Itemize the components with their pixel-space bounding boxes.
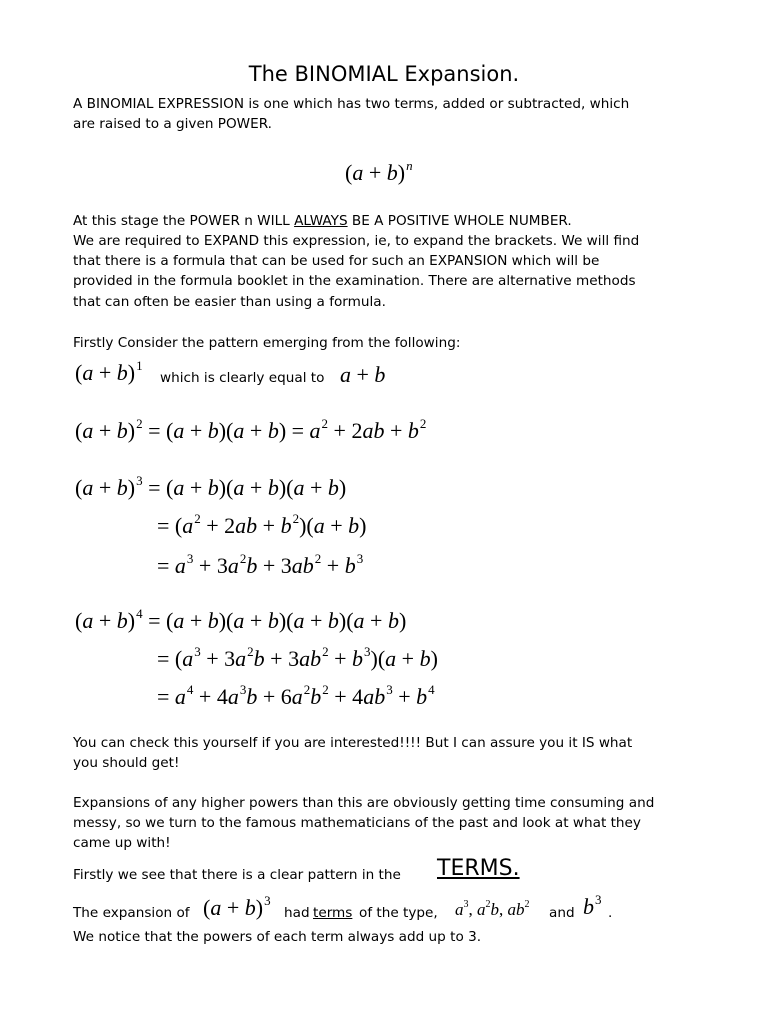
power-2-expansion: $(a + b)^2 = (a + b)(a + b) = a^2 + 2ab + b^2$: [75, 416, 427, 443]
higher-line-3: came up with!: [73, 835, 171, 851]
power-1-expression: $(a + b)^1$: [75, 358, 143, 385]
expansion-line-period: .: [608, 905, 613, 921]
power-4-line-2: = $(a^3 + 3a^2b + 3ab^2 + b^3)(a + b)$: [157, 644, 438, 671]
terms-underlined: terms: [313, 905, 353, 921]
expansion-line-had: had: [284, 905, 310, 921]
stage-line-2: We are required to EXPAND this expression, ie, to expand the brackets. We will find: [73, 233, 640, 249]
higher-line-2: messy, so we turn to the famous mathematicians of the past and look at what they: [73, 815, 641, 831]
expansion-line-prefix: The expansion of: [73, 905, 190, 921]
binomial-general-expression: $(a + b)^n$: [345, 158, 413, 185]
expansion-line-type: of the type,: [359, 905, 438, 921]
intro-line-1: A BINOMIAL EXPRESSION is one which has two terms, added or subtracted, which: [73, 96, 630, 112]
expansion-cubed-expression: $(a + b)^3$: [203, 893, 271, 920]
page-title: The BINOMIAL Expansion.: [248, 62, 520, 86]
expansion-line-and: and: [549, 905, 575, 921]
power-4-line-3: = $a^4 + 4a^3b + 6a^2b^2 + 4ab^3 + b^4$: [157, 682, 435, 709]
power-3-line-2: = $(a^2 + 2ab + b^2)(a + b)$: [157, 511, 367, 538]
power-1-result: a + b: [340, 362, 386, 387]
power-3-line-1: $(a + b)^3 = (a + b)(a + b)(a + b)$: [75, 473, 347, 500]
stage-line-4: provided in the formula booklet in the examination. There are alternative methods: [73, 273, 636, 289]
intro-line-2: are raised to a given POWER.: [73, 116, 272, 132]
higher-line-1: Expansions of any higher powers than this are obviously getting time consuming and: [73, 795, 655, 811]
always-underlined: ALWAYS: [294, 213, 348, 229]
pattern-intro: Firstly Consider the pattern emerging from the following:: [73, 335, 461, 351]
check-line-1: You can check this yourself if you are interested!!!! But I can assure you it IS what: [73, 735, 633, 751]
terms-heading: TERMS.: [437, 856, 520, 881]
terms-line: Firstly we see that there is a clear pattern in the: [73, 867, 401, 883]
power-3-line-3: = $a^3 + 3a^2b + 3ab^2 + b^3$: [157, 551, 364, 578]
stage-line-3: that there is a formula that can be used for such an EXPANSION which will be: [73, 253, 600, 269]
term-b-cubed: $b^3$: [583, 892, 602, 919]
power-1-text: which is clearly equal to: [160, 370, 325, 386]
stage-line-1: At this stage the POWER n WILL ALWAYS BE A POSITIVE WHOLE NUMBER.: [73, 213, 572, 229]
power-4-line-1: $(a + b)^4 = (a + b)(a + b)(a + b)(a + b)$: [75, 606, 407, 633]
check-line-2: you should get!: [73, 755, 180, 771]
stage-line-5: that can often be easier than using a formula.: [73, 294, 386, 310]
notice-line: We notice that the powers of each term always add up to 3.: [73, 929, 482, 945]
term-types: $a^3$, $a^2b$, $ab^2$: [455, 899, 530, 919]
